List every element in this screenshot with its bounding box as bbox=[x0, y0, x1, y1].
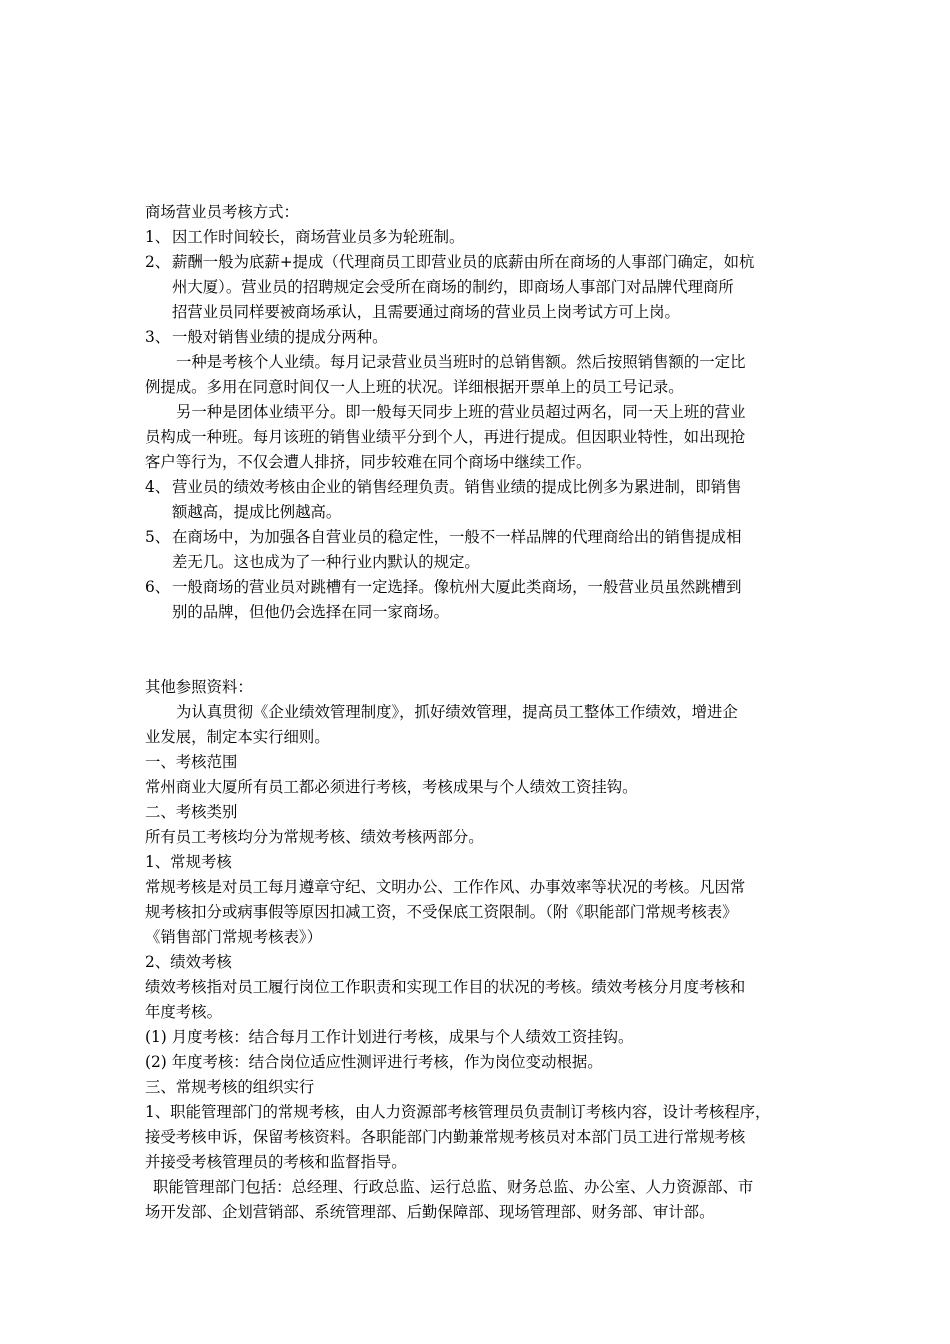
paragraph-line: 常规考核是对员工每月遵章守纪、文明办公、工作作风、办事效率等状况的考核。凡因常 bbox=[145, 878, 746, 896]
paragraph-line: 并接受考核管理员的考核和监督指导。 bbox=[145, 1153, 407, 1171]
heading: 二、考核类别 bbox=[145, 803, 238, 821]
list-item bbox=[145, 250, 810, 325]
section-title: 其他参照资料： bbox=[145, 678, 253, 696]
paragraph-line: 客户等行为，不仅会遭人排挤，同步较难在同个商场中继续工作。 bbox=[145, 453, 592, 471]
paragraph-line: 常州商业大厦所有员工都必须进行考核，考核成果与个人绩效工资挂钩。 bbox=[145, 778, 638, 796]
paragraph-line: 所有员工考核均分为常规考核、绩效考核两部分。 bbox=[145, 828, 484, 846]
list-text-line: 别的品牌，但他仍会选择在同一家商场。 bbox=[172, 603, 450, 621]
section-title: 商场营业员考核方式： bbox=[145, 203, 299, 221]
heading: 1、常规考核 bbox=[145, 853, 232, 871]
list-text-line: 薪酬一般为底薪+提成（代理商员工即营业员的底薪由所在商场的人事部门确定，如杭 bbox=[172, 253, 755, 271]
paragraph-line: 1、职能管理部门的常规考核，由人力资源部考核管理员负责制订考核内容，设计考核程序， bbox=[145, 1103, 771, 1121]
paragraph-line: 规考核扣分或病事假等原因扣减工资，不受保底工资限制。（附《职能部门常规考核表》 bbox=[145, 903, 738, 921]
list-item bbox=[145, 225, 810, 250]
document-page bbox=[145, 200, 810, 1225]
heading: 一、考核范围 bbox=[145, 753, 238, 771]
list-number: 4、 bbox=[145, 478, 171, 496]
section-spacer bbox=[145, 625, 810, 675]
list-text-line: 因工作时间较长，商场营业员多为轮班制。 bbox=[172, 228, 465, 246]
paragraph-line: 例提成。多用在同意时间仅一人上班的状况。详细根据开票单上的员工号记录。 bbox=[145, 378, 684, 396]
list-number: 6、 bbox=[145, 578, 171, 596]
list-number: 2、 bbox=[145, 253, 171, 271]
list-text-line: 一般对销售业绩的提成分两种。 bbox=[172, 328, 388, 346]
paragraph-line: 绩效考核指对员工履行岗位工作职责和实现工作目的状况的考核。绩效考核分月度考核和 bbox=[145, 978, 746, 996]
list-number: 5、 bbox=[145, 528, 171, 546]
paragraph-line: (1) 月度考核：结合每月工作计划进行考核，成果与个人绩效工资挂钩。 bbox=[145, 1028, 634, 1046]
paragraph-line: (2) 年度考核：结合岗位适应性测评进行考核，作为岗位变动根据。 bbox=[145, 1053, 603, 1071]
paragraph-line: 年度考核。 bbox=[145, 1003, 222, 1021]
list-number: 1、 bbox=[145, 228, 171, 246]
paragraph-line: 一种是考核个人业绩。每月记录营业员当班时的总销售额。然后按照销售额的一定比 bbox=[176, 353, 746, 371]
list-number: 3、 bbox=[145, 328, 171, 346]
paragraph-line: 《销售部门常规考核表》） bbox=[145, 928, 322, 946]
heading: 三、常规考核的组织实行 bbox=[145, 1078, 315, 1096]
paragraph-line: 职能管理部门包括：总经理、行政总监、运行总监、财务总监、办公室、人力资源部、市 bbox=[153, 1178, 754, 1196]
list-item bbox=[145, 475, 810, 525]
paragraph-line: 另一种是团体业绩平分。即一般每天同步上班的营业员超过两名，同一天上班的营业 bbox=[176, 403, 746, 421]
list-item bbox=[145, 325, 810, 350]
list-text-line: 差无几。这也成为了一种行业内默认的规定。 bbox=[172, 553, 480, 571]
list-text-line: 在商场中，为加强各自营业员的稳定性，一般不一样品牌的代理商给出的销售提成相 bbox=[172, 528, 742, 546]
list-item bbox=[145, 575, 810, 625]
list-text-line: 额越高，提成比例越高。 bbox=[172, 503, 342, 521]
paragraph-line: 接受考核申诉，保留考核资料。各职能部门内勤兼常规考核员对本部门员工进行常规考核 bbox=[145, 1128, 746, 1146]
paragraph-line: 场开发部、企划营销部、系统管理部、后勤保障部、现场管理部、财务部、审计部。 bbox=[145, 1203, 715, 1221]
list-item bbox=[145, 525, 810, 575]
list-text-line: 一般商场的营业员对跳槽有一定选择。像杭州大厦此类商场，一般营业员虽然跳槽到 bbox=[172, 578, 742, 596]
heading: 2、绩效考核 bbox=[145, 953, 232, 971]
list-text-line: 营业员的绩效考核由企业的销售经理负责。销售业绩的提成比例多为累进制，即销售 bbox=[172, 478, 742, 496]
paragraph-line: 为认真贯彻《企业绩效管理制度》，抓好绩效管理，提高员工整体工作绩效，增进企 bbox=[176, 703, 738, 721]
paragraph-line: 业发展，制定本实行细则。 bbox=[145, 728, 330, 746]
list-text-line: 招营业员同样要被商场承认，且需要通过商场的营业员上岗考试方可上岗。 bbox=[172, 303, 680, 321]
paragraph-line: 员构成一种班。每月该班的销售业绩平分到个人，再进行提成。但因职业特性，如出现抢 bbox=[145, 428, 746, 446]
list-text-line: 州大厦）。营业员的招聘规定会受所在商场的制约，即商场人事部门对品牌代理商所 bbox=[172, 278, 734, 296]
